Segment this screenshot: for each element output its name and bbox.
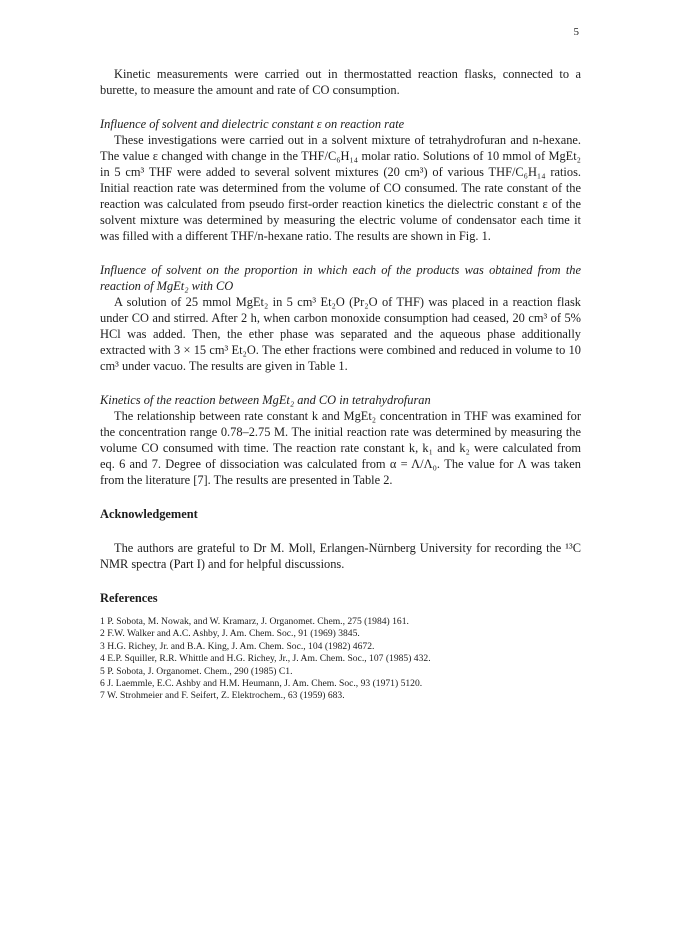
references-heading: References: [100, 591, 158, 605]
section-heading-kinetics: Kinetics of the reaction between MgEt₂ and CO in tetrahydrofuran: [100, 393, 431, 407]
article-body: [100, 66, 581, 703]
section-heading-solvent-dielectric: Influence of solvent and dielectric constant ε on reaction rate: [100, 117, 405, 131]
reference-item: 6 J. Laemmle, E.C. Ashby and H.M. Heumann, J. Am. Chem. Soc., 93 (1971) 5120.: [100, 678, 423, 690]
reference-list: [100, 616, 581, 703]
section-paragraph-kinetics: The relationship between rate constant k and MgEt₂ concentration in THF was examined for the concentration range 0.78–2.75 M. The initial reaction rate was determined by measuring the volume CO consumed with time. The reaction rate constant k, k₁ and k₂ were calculated from eq. 6 and 7. Degree of dissociation was calculated from α = Λ/Λ₀. The value for Λ was taken from the literature [7]. The results are presented in Table 2.: [100, 409, 581, 487]
reference-item: 2 F.W. Walker and A.C. Ashby, J. Am. Chem. Soc., 91 (1969) 3845.: [100, 628, 360, 640]
reference-item: 4 E.P. Squiller, R.R. Whittle and H.G. Richey, Jr., J. Am. Chem. Soc., 107 (1985) 432.: [100, 653, 431, 665]
section-paragraph-solvent-dielectric: These investigations were carried out in a solvent mixture of tetrahydrofuran and n-hexane. The value ε changed with change in the THF/C₆H₁₄ molar ratio. Solutions of 10 mmol of MgEt₂ in 5 cm³ THF were added to several solvent mixtures (20 cm³) of various THF/C₆H₁₄ ratios. Initial reaction rate was determined from the volume of CO consumed. The rate constant of the reaction was calculated from pseudo first-order reaction kinetics the dielectric constant ε of the solvent mixture was determined by measuring the electric volume of condensator each time it was filled with a different THF/n-hexane ratio. The results are shown in Fig. 1.: [100, 133, 581, 243]
acknowledgement-paragraph: The authors are grateful to Dr M. Moll, Erlangen-Nürnberg University for recording the ¹³C NMR spectra (Part I) and for helpful discussions.: [100, 541, 581, 571]
intro-paragraph: Kinetic measurements were carried out in thermostatted reaction flasks, connected to a burette, to measure the amount and rate of CO consumption.: [100, 67, 581, 97]
section-heading-product-proportion: Influence of solvent on the proportion in which each of the products was obtained from the reaction of MgEt₂ with CO: [100, 263, 581, 293]
reference-item: 3 H.G. Richey, Jr. and B.A. King, J. Am. Chem. Soc., 104 (1982) 4672.: [100, 640, 375, 652]
page-number: 5: [573, 26, 579, 38]
section-paragraph-product-proportion: A solution of 25 mmol MgEt₂ in 5 cm³ Et₂O (Pr₂O of THF) was placed in a reaction flask under CO and stirred. After 2 h, when carbon monoxide consumption had ceased, 20 cm³ of 5% HCl was added. Then, the ether phase was separated and the aqueous phase additionally extracted with 3 × 15 cm³ Et₂O. The ether fractions were combined and reduced in volume to 10 cm³ under vacuo. The results are given in Table 1.: [100, 295, 581, 373]
acknowledgement-heading: Acknowledgement: [100, 507, 198, 521]
reference-item: 5 P. Sobota, J. Organomet. Chem., 290 (1985) C1.: [100, 665, 293, 677]
reference-item: 1 P. Sobota, M. Nowak, and W. Kramarz, J. Organomet. Chem., 275 (1984) 161.: [100, 616, 409, 627]
reference-item: 7 W. Strohmeier and F. Seifert, Z. Elektrochem., 63 (1959) 683.: [100, 690, 345, 702]
